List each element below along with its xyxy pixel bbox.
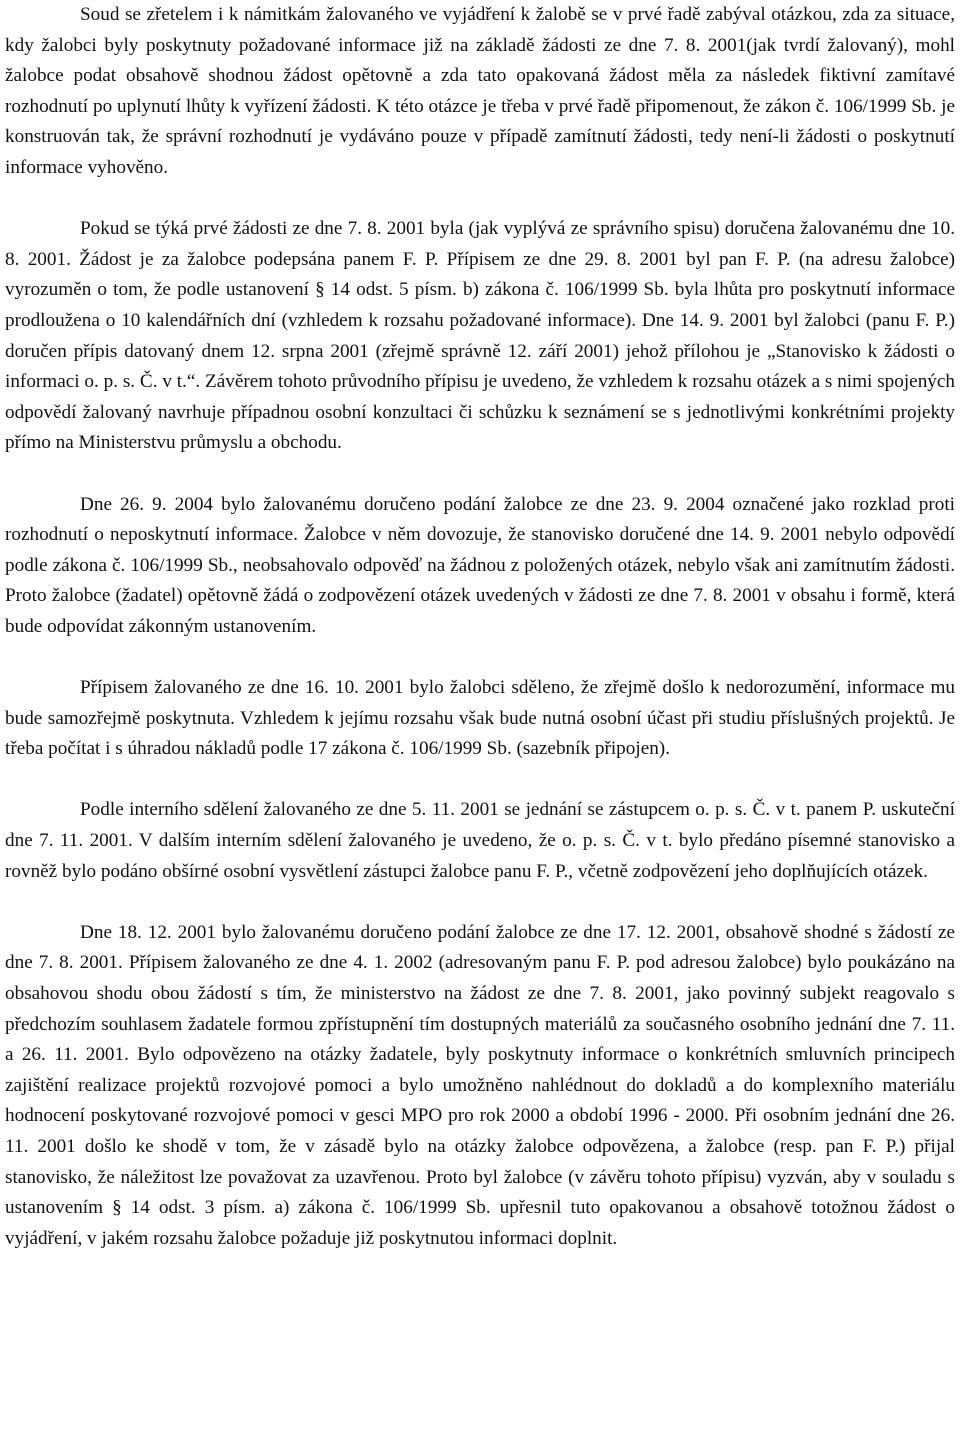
- paragraph-appeal: Dne 26. 9. 2004 bylo žalovanému doručeno podání žalobce ze dne 23. 9. 2004 označené jako rozklad proti rozhodnutí o neposkytnutí informace. Žalobce v něm dovozuje, že stanovisko doručené dne 14. 9. 2001 nebylo odpovědí podle zákona č. 106/1999 Sb., neobsahovalo odpověď na žádnou z položených otázek, nebylo však ani zamítnutím žádosti. Proto žalobce (žadatel) opětovně žádá o zodpovězení otázek uvedených v žádosti ze dne 7. 8. 2001 v obsahu i formě, která bude odpovídat zákonným ustanovením.: [5, 493, 955, 637]
- paragraph-spacer: [5, 765, 955, 796]
- paragraph-spacer: [5, 184, 955, 215]
- document-page: [5, 0, 955, 1254]
- paragraph-spacer: [5, 642, 955, 673]
- paragraph-spacer: [5, 459, 955, 490]
- paragraph-court-consideration: Soud se zřetelem i k námitkám žalovaného ve vyjádření k žalobě se v prvé řadě zabýval otázkou, zda za situace, kdy žalobci byly poskytnuty požadované informace již na základě žádosti ze dne 7. 8. 2001(jak tvrdí žalovaný), mohl žalobce podat obsahově shodnou žádost opětovně a zda tato opakovaná žádost měla za následek fiktivní zamítavé rozhodnutí po uplynutí lhůty k vyřízení žádosti. K této otázce je třeba v prvé řadě připomenout, že zákon č. 106/1999 Sb. je konstruován tak, že správní rozhodnutí je vydáváno pouze v případě zamítnutí žádosti, tedy není-li žádosti o poskytnutí informace vyhověno.: [5, 4, 955, 178]
- paragraph-first-request: Pokud se týká prvé žádosti ze dne 7. 8. 2001 byla (jak vyplývá ze správního spisu) doručena žalovanému dne 10. 8. 2001. Žádost je za žalobce podepsána panem F. P. Přípisem ze dne 29. 8. 2001 byl pan F. P. (na adresu žalobce) vyrozuměn o tom, že podle ustanovení § 14 odst. 5 písm. b) zákona č. 106/1999 Sb. byla lhůta pro poskytnutí informace prodloužena o 10 kalendářních dní (vzhledem k rozsahu požadované informace). Dne 14. 9. 2001 byl žalobci (panu F. P.) doručen přípis datovaný dnem 12. srpna 2001 (zřejmě správně 12. září 2001) jehož přílohou je „Stanovisko k žádosti o informaci o. p. s. Č. v t.“. Závěrem tohoto průvodního přípisu je uvedeno, že vzhledem k rozsahu otázek a s nimi spojených odpovědí žalovaný navrhuje případnou osobní konzultaci či schůzku k seznámení se s jednotlivými konkrétními projekty přímo na Ministerstvu průmyslu a obchodu.: [5, 218, 955, 454]
- paragraph-reply-letter: Přípisem žalovaného ze dne 16. 10. 2001 bylo žalobci sděleno, že zřejmě došlo k nedorozumění, informace mu bude samozřejmě poskytnuta. Vzhledem k jejímu rozsahu však bude nutná osobní účast při studiu příslušných projektů. Je třeba počítat i s úhradou nákladů podle 17 zákona č. 106/1999 Sb. (sazebník připojen).: [5, 677, 955, 760]
- paragraph-second-request: Dne 18. 12. 2001 bylo žalovanému doručeno podání žalobce ze dne 17. 12. 2001, obsahově shodné s žádostí ze dne 7. 8. 2001. Přípisem žalovaného ze dne 4. 1. 2002 (adresovaným panu F. P. pod adresou žalobce) bylo poukázáno na obsahovou shodu obou žádostí s tím, že ministerstvo na žádost ze dne 7. 8. 2001, jako povinný subjekt reagovalo s předchozím souhlasem žadatele formou zpřístupnění tím dostupných materiálů za současného osobního jednání dne 7. 11. a 26. 11. 2001. Bylo odpovězeno na otázky žadatele, byly poskytnuty informace o konkrétních smluvních principech zajištění realizace projektů rozvojové pomoci a bylo umožněno nahlédnout do dokladů a do komplexního materiálu hodnocení poskytované rozvojové pomoci v gesci MPO pro rok 2000 a období 1996 - 2000. Při osobním jednání dne 26. 11. 2001 došlo ke shodě v tom, že v zásadě bylo na otázky žalobce odpovězena, a žalobce (resp. pan F. P.) přijal stanovisko, že náležitost lze považovat za uzavřenou. Proto byl žalobce (v závěru tohoto přípisu) vyzván, aby v souladu s ustanovením § 14 odst. 3 písm. a) zákona č. 106/1999 Sb. upřesnil tuto opakovanou a obsahově totožnou žádost o vyjádření, v jakém rozsahu žalobce požaduje již poskytnutou informaci doplnit.: [5, 921, 955, 1249]
- paragraph-spacer: [5, 887, 955, 918]
- paragraph-internal-notice: Podle interního sdělení žalovaného ze dne 5. 11. 2001 se jednání se zástupcem o. p. s. Č. v t. panem P. uskuteční dne 7. 11. 2001. V dalším interním sdělení žalovaného je uvedeno, že o. p. s. Č. v t. bylo předáno písemné stanovisko a rovněž bylo podáno obšírné osobní vysvětlení zástupci žalobce panu F. P., včetně zodpovězení jeho doplňujících otázek.: [5, 799, 955, 882]
